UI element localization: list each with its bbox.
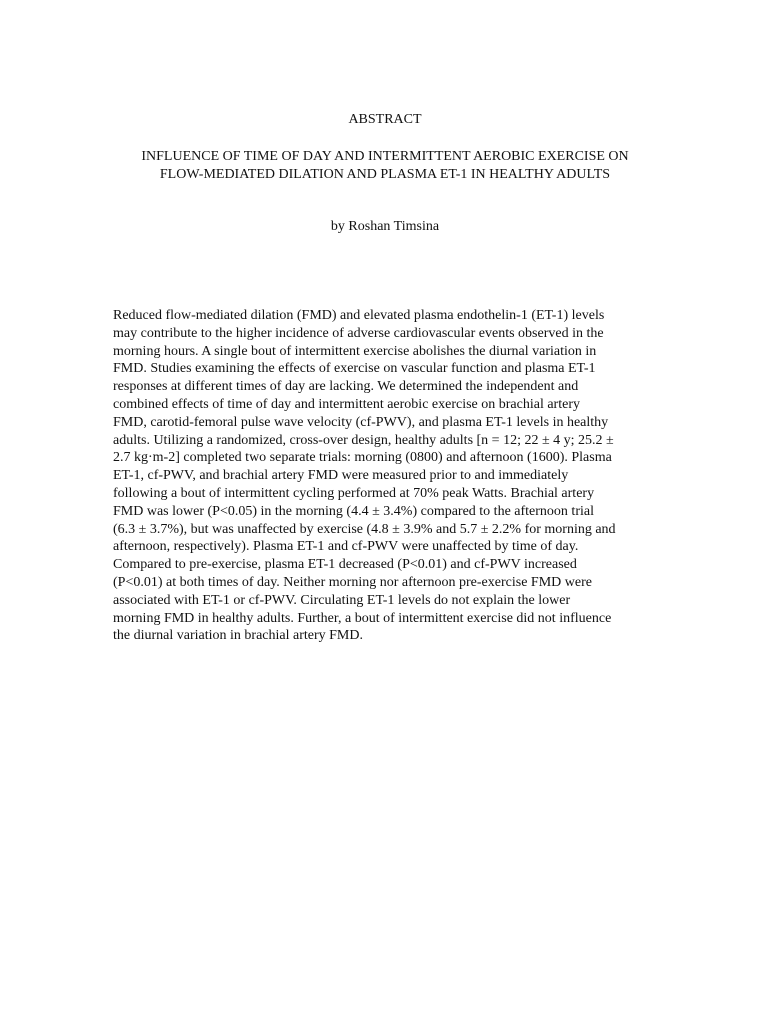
abstract-line: afternoon, respectively). Plasma ET-1 and cf-PWV were unaffected by time of day. — [113, 539, 579, 555]
abstract-line: FMD, carotid-femoral pulse wave velocity (cf-PWV), and plasma ET-1 levels in healthy — [113, 414, 609, 430]
title-line: FLOW-MEDIATED DILATION AND PLASMA ET-1 IN HEALTHY ADULTS — [159, 167, 611, 182]
abstract-line: may contribute to the higher incidence of adverse cardiovascular events observed in the — [113, 325, 604, 341]
abstract-line: (6.3 ± 3.7%), but was unaffected by exercise (4.8 ± 3.9% and 5.7 ± 2.2% for morning and — [113, 521, 616, 537]
document-title — [0, 148, 770, 184]
abstract-line: morning hours. A single bout of intermittent exercise abolishes the diurnal variation in — [113, 343, 597, 359]
abstract-line: Reduced flow-mediated dilation (FMD) and elevated plasma endothelin-1 (ET-1) levels — [113, 308, 605, 323]
abstract-line: responses at different times of day are lacking. We determined the independent and — [113, 379, 579, 395]
abstract-line: the diurnal variation in brachial artery FMD. — [113, 628, 363, 644]
abstract-line: ET-1, cf-PWV, and brachial artery FMD were measured prior to and immediately — [113, 468, 569, 484]
abstract-line: morning FMD in healthy adults. Further, a bout of intermittent exercise did not influence — [113, 610, 612, 626]
abstract-line: adults. Utilizing a randomized, cross-over design, healthy adults [n = 12; 22 ± 4 y; 25.2 ± — [113, 432, 614, 448]
abstract-line: following a bout of intermittent cycling performed at 70% peak Watts. Brachial artery — [113, 485, 595, 501]
abstract-line: associated with ET-1 or cf-PWV. Circulating ET-1 levels do not explain the lower — [113, 592, 571, 608]
abstract-body — [113, 307, 661, 645]
abstract-line: FMD. Studies examining the effects of exercise on vascular function and plasma ET-1 — [113, 361, 596, 377]
abstract-line: FMD was lower (P<0.05) in the morning (4.4 ± 3.4%) compared to the afternoon trial — [113, 503, 594, 519]
abstract-line: combined effects of time of day and intermittent aerobic exercise on brachial artery — [113, 396, 580, 412]
author-byline: by Roshan Timsina — [330, 219, 440, 234]
abstract-line: (P<0.01) at both times of day. Neither morning nor afternoon pre-exercise FMD were — [113, 574, 592, 590]
title-line: INFLUENCE OF TIME OF DAY AND INTERMITTENT AEROBIC EXERCISE ON — [141, 149, 629, 164]
section-heading: ABSTRACT — [348, 112, 422, 127]
abstract-line: 2.7 kg·m-2] completed two separate trials: morning (0800) and afternoon (1600). Plasma — [113, 450, 612, 466]
abstract-line: Compared to pre-exercise, plasma ET-1 decreased (P<0.01) and cf-PWV increased — [113, 557, 577, 573]
